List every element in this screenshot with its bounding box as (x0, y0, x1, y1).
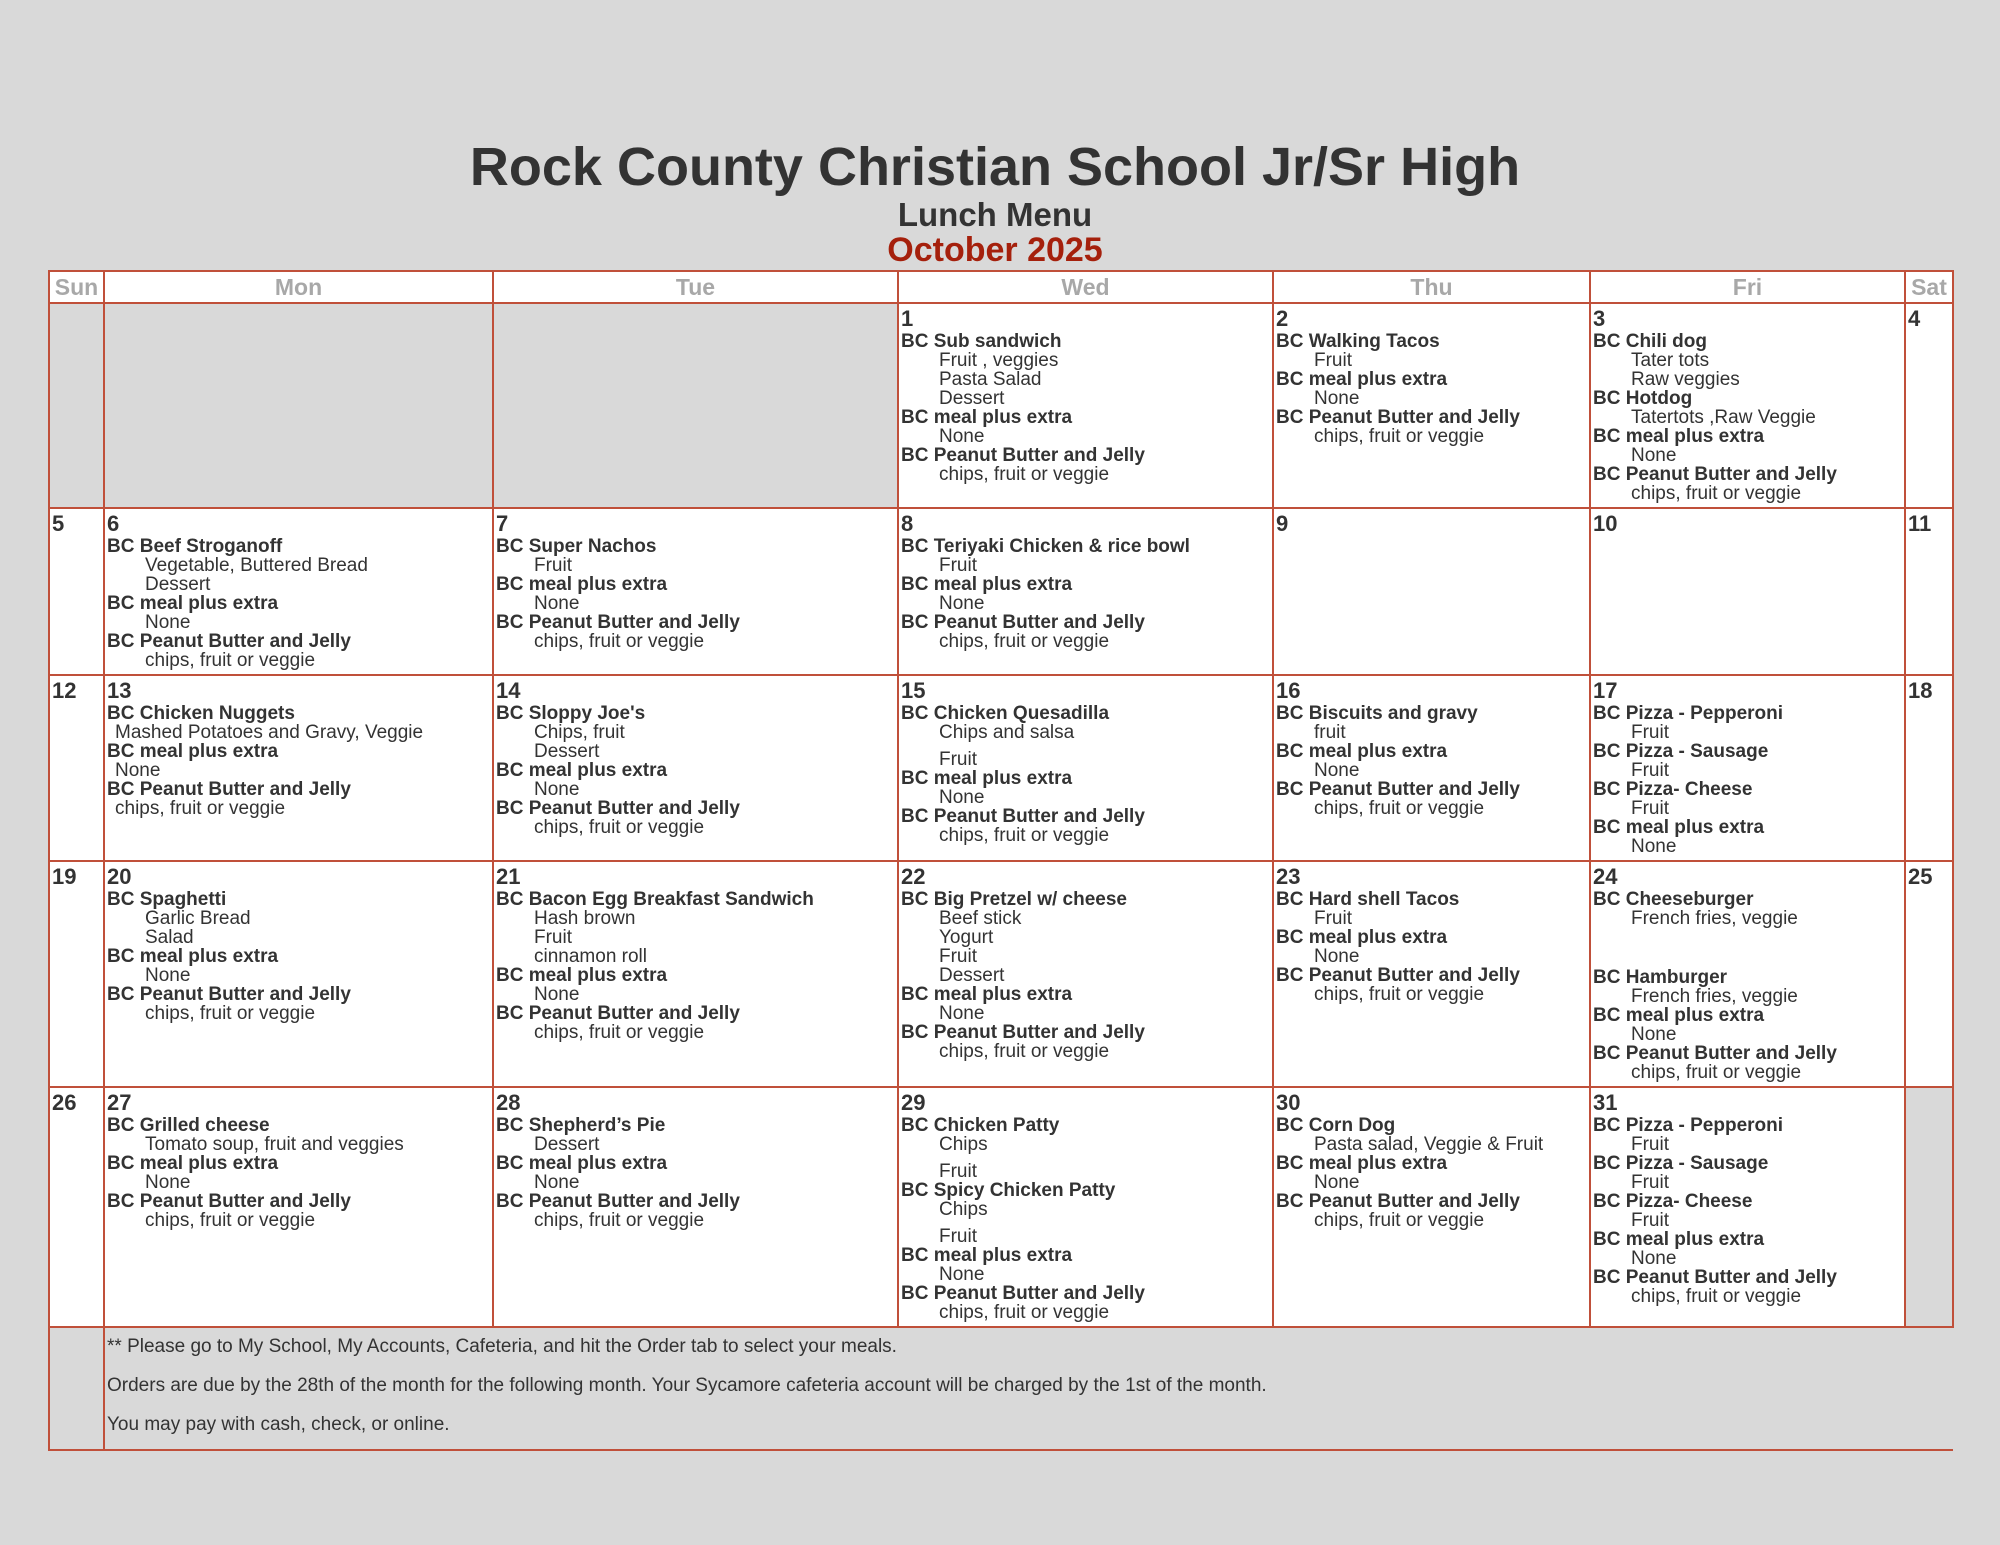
day-number: 21 (496, 864, 521, 889)
day-number: 2 (1276, 306, 1289, 331)
menu-item-title: BC Super Nachos (496, 536, 657, 557)
week-row (49, 675, 1953, 861)
day-cell-27 (104, 1087, 493, 1327)
menu-item-detail: Chips, fruit (534, 722, 625, 743)
day-number: 9 (1276, 511, 1289, 536)
day-number: 15 (901, 678, 926, 703)
menu-item-title: BC Bacon Egg Breakfast Sandwich (496, 889, 814, 910)
menu-item-title: BC Spaghetti (107, 889, 227, 910)
day-number: 25 (1908, 864, 1933, 889)
menu-item-detail: Dessert (534, 1134, 600, 1155)
menu-item-title: BC Chicken Patty (901, 1115, 1060, 1136)
day-cell-14 (493, 675, 898, 861)
menu-item-detail: Fruit (939, 555, 977, 576)
empty-day-cell (1905, 1087, 1953, 1327)
menu-item-detail: None (1631, 1248, 1677, 1269)
note-due-date: Orders are due by the 28th of the month for the following month. Your Sycamore cafeteria account will be charged by the 1st of the month. (107, 1375, 1267, 1396)
menu-item-title: BC Shepherd’s Pie (496, 1115, 666, 1136)
day-cell-10 (1590, 508, 1905, 675)
day-cell-29 (898, 1087, 1273, 1327)
menu-item-title: BC Grilled cheese (107, 1115, 270, 1136)
menu-item-title: BC Peanut Butter and Jelly (1593, 464, 1837, 485)
menu-item-detail: None (939, 1264, 985, 1285)
menu-item-title: BC Peanut Butter and Jelly (107, 1191, 351, 1212)
weekday-fri: Fri (1590, 271, 1905, 303)
weekday-wed: Wed (898, 271, 1273, 303)
day-cell-17 (1590, 675, 1905, 861)
day-number: 18 (1908, 678, 1933, 703)
menu-item-detail: None (1631, 1024, 1677, 1045)
menu-item-detail: None (534, 779, 580, 800)
menu-item-detail: Chips and salsa (939, 722, 1075, 743)
week-row (49, 861, 1953, 1087)
day-cell-20 (104, 861, 493, 1087)
menu-item-title: BC Peanut Butter and Jelly (901, 612, 1145, 633)
menu-item-detail: chips, fruit or veggie (1631, 1062, 1802, 1083)
menu-item-detail: None (1631, 445, 1677, 466)
menu-item-detail: None (939, 426, 985, 447)
day-cell-9 (1273, 508, 1590, 675)
menu-item-title: BC meal plus extra (901, 984, 1073, 1005)
menu-item-detail: Fruit (1631, 1134, 1669, 1155)
day-cell-4 (1905, 303, 1953, 508)
menu-item-title: BC Spicy Chicken Patty (901, 1180, 1116, 1201)
calendar (48, 270, 1954, 1451)
weekday-tue: Tue (493, 271, 898, 303)
menu-item-title: BC meal plus extra (1276, 369, 1448, 390)
menu-item-title: BC Pizza- Cheese (1593, 779, 1753, 800)
menu-item-title: BC Beef Stroganoff (107, 536, 283, 557)
menu-item-detail: Beef stick (939, 908, 1022, 929)
menu-item-detail: None (534, 593, 580, 614)
menu-item-title: BC Pizza - Sausage (1593, 741, 1769, 762)
school-title: Rock County Christian School Jr/Sr High (469, 137, 1521, 197)
menu-item-detail: None (1314, 946, 1360, 967)
menu-item-title: BC Peanut Butter and Jelly (496, 1191, 740, 1212)
menu-item-detail: Fruit (534, 927, 572, 948)
menu-item-title: BC Chili dog (1593, 331, 1707, 352)
menu-item-title: BC Hamburger (1593, 967, 1728, 988)
menu-item-title: BC Peanut Butter and Jelly (1593, 1267, 1837, 1288)
menu-item-detail: chips, fruit or veggie (939, 631, 1110, 652)
week-row (49, 303, 1953, 508)
menu-item-detail: Fruit (939, 1226, 977, 1247)
month-label: October 2025 (887, 231, 1103, 269)
menu-item-detail: chips, fruit or veggie (939, 825, 1110, 846)
menu-item-detail: chips, fruit or veggie (939, 1302, 1110, 1323)
menu-item-detail: chips, fruit or veggie (1314, 984, 1485, 1005)
menu-item-detail: Tomato soup, fruit and veggies (145, 1134, 404, 1155)
day-number: 19 (52, 864, 77, 889)
menu-item-title: BC meal plus extra (1276, 741, 1448, 762)
day-cell-1 (898, 303, 1273, 508)
day-cell-16 (1273, 675, 1590, 861)
week-row (49, 508, 1953, 675)
menu-item-title: BC meal plus extra (107, 593, 279, 614)
menu-item-spacer (1593, 944, 1902, 952)
menu-item-detail: Dessert (939, 965, 1005, 986)
menu-item-detail: None (145, 1172, 191, 1193)
menu-item-detail: Fruit (1631, 798, 1669, 819)
day-number: 29 (901, 1090, 926, 1115)
menu-item-title: BC Peanut Butter and Jelly (1276, 779, 1520, 800)
day-number: 4 (1908, 306, 1921, 331)
menu-item-title: BC Peanut Butter and Jelly (107, 779, 351, 800)
menu-item-detail: Fruit (1631, 722, 1669, 743)
menu-item-title: BC meal plus extra (1276, 927, 1448, 948)
day-cell-22 (898, 861, 1273, 1087)
day-cell-30 (1273, 1087, 1590, 1327)
menu-item-title: BC Peanut Butter and Jelly (901, 445, 1145, 466)
day-cell-24 (1590, 861, 1905, 1087)
menu-item-title: BC Teriyaki Chicken & rice bowl (901, 536, 1190, 557)
day-cell-13 (104, 675, 493, 861)
menu-item-detail: None (1314, 760, 1360, 781)
day-number: 27 (107, 1090, 132, 1115)
day-cell-6 (104, 508, 493, 675)
weekday-thu: Thu (1273, 271, 1590, 303)
menu-item-detail: Hash brown (534, 908, 636, 929)
menu-item-detail: Salad (145, 927, 194, 948)
day-number: 16 (1276, 678, 1301, 703)
menu-item-title: BC meal plus extra (107, 1153, 279, 1174)
empty-day-cell (104, 303, 493, 508)
menu-item-detail: Pasta Salad (939, 369, 1042, 390)
menu-item-title: BC Cheeseburger (1593, 889, 1754, 910)
day-number: 6 (107, 511, 120, 536)
menu-item-detail: None (939, 593, 985, 614)
menu-item-title: BC meal plus extra (1593, 1229, 1765, 1250)
menu-item-title: BC Pizza - Pepperoni (1593, 1115, 1784, 1136)
menu-item-detail: Fruit (1631, 1172, 1669, 1193)
menu-item-detail: Dessert (534, 741, 600, 762)
menu-item-title: BC Peanut Butter and Jelly (496, 1003, 740, 1024)
menu-item-title: BC Pizza- Cheese (1593, 1191, 1753, 1212)
day-cell-5 (49, 508, 104, 675)
menu-item-title: BC Chicken Quesadilla (901, 703, 1110, 724)
menu-item-title: BC Peanut Butter and Jelly (496, 612, 740, 633)
day-cell-18 (1905, 675, 1953, 861)
menu-item-title: BC meal plus extra (496, 1153, 668, 1174)
menu-item-detail: None (534, 1172, 580, 1193)
menu-item-detail: Chips (939, 1134, 988, 1155)
empty-day-cell (493, 303, 898, 508)
menu-item-title: BC meal plus extra (107, 946, 279, 967)
menu-item-detail: Tatertots ,Raw Veggie (1631, 407, 1816, 428)
menu-item-title: BC meal plus extra (1276, 1153, 1448, 1174)
menu-item-detail: Mashed Potatoes and Gravy, Veggie (115, 722, 424, 743)
day-number: 5 (52, 511, 65, 536)
day-cell-31 (1590, 1087, 1905, 1327)
menu-item-title: BC meal plus extra (1593, 817, 1765, 838)
menu-item-title: BC Peanut Butter and Jelly (1593, 1043, 1837, 1064)
menu-item-detail: Chips (939, 1199, 988, 1220)
menu-item-detail: Raw veggies (1631, 369, 1740, 390)
menu-item-detail: chips, fruit or veggie (1314, 1210, 1485, 1231)
note-payment: You may pay with cash, check, or online. (107, 1414, 450, 1435)
day-number: 31 (1593, 1090, 1618, 1115)
menu-item-title: BC Peanut Butter and Jelly (1276, 965, 1520, 986)
menu-item-detail: Fruit (1314, 908, 1352, 929)
day-cell-26 (49, 1087, 104, 1327)
day-cell-19 (49, 861, 104, 1087)
day-cell-8 (898, 508, 1273, 675)
menu-item-detail: chips, fruit or veggie (534, 1022, 705, 1043)
menu-item-detail: French fries, veggie (1631, 908, 1798, 929)
menu-item-detail: fruit (1314, 722, 1346, 743)
menu-item-detail: None (534, 984, 580, 1005)
menu-item-title: BC Pizza - Sausage (1593, 1153, 1769, 1174)
menu-item-title: BC Walking Tacos (1276, 331, 1440, 352)
menu-item-title: BC Peanut Butter and Jelly (1276, 407, 1520, 428)
menu-item-detail: None (1314, 1172, 1360, 1193)
day-number: 7 (496, 511, 509, 536)
menu-item-title: BC Pizza - Pepperoni (1593, 703, 1784, 724)
menu-item-title: BC meal plus extra (901, 574, 1073, 595)
day-cell-28 (493, 1087, 898, 1327)
day-number: 10 (1593, 511, 1618, 536)
menu-item-title: BC meal plus extra (901, 407, 1073, 428)
menu-item-title: BC Sloppy Joe's (496, 703, 646, 724)
menu-item-detail: Garlic Bread (145, 908, 251, 929)
menu-item-detail: cinnamon roll (534, 946, 647, 967)
day-number: 24 (1593, 864, 1618, 889)
menu-item-detail: chips, fruit or veggie (145, 1003, 316, 1024)
menu-item-detail: chips, fruit or veggie (534, 1210, 705, 1231)
menu-item-detail: chips, fruit or veggie (1314, 426, 1485, 447)
menu-item-detail: None (115, 760, 161, 781)
day-number: 8 (901, 511, 914, 536)
menu-item-title: BC Peanut Butter and Jelly (901, 1022, 1145, 1043)
menu-item-title: BC meal plus extra (496, 965, 668, 986)
menu-item-detail: chips, fruit or veggie (939, 464, 1110, 485)
menu-item-title: BC Peanut Butter and Jelly (1276, 1191, 1520, 1212)
menu-item-detail: chips, fruit or veggie (145, 1210, 316, 1231)
menu-item-title: BC meal plus extra (107, 741, 279, 762)
day-number: 11 (1908, 511, 1932, 536)
menu-item-title: BC meal plus extra (901, 768, 1073, 789)
menu-item-title: BC meal plus extra (1593, 426, 1765, 447)
menu-item-detail: None (145, 612, 191, 633)
day-number: 14 (496, 678, 521, 703)
menu-item-detail: Fruit (939, 946, 977, 967)
day-cell-3 (1590, 303, 1905, 508)
menu-item-title: BC Hotdog (1593, 388, 1693, 409)
menu-item-detail: Dessert (939, 388, 1005, 409)
menu-item-title: BC meal plus extra (901, 1245, 1073, 1266)
day-number: 22 (901, 864, 926, 889)
day-number: 23 (1276, 864, 1301, 889)
day-cell-23 (1273, 861, 1590, 1087)
weekday-header (49, 271, 1953, 303)
day-number: 20 (107, 864, 132, 889)
weekday-sun: Sun (49, 271, 104, 303)
notes-row (49, 1327, 1953, 1450)
menu-item-detail: chips, fruit or veggie (1314, 798, 1485, 819)
menu-item-title: BC Biscuits and gravy (1276, 703, 1478, 724)
menu-item-title: BC Corn Dog (1276, 1115, 1396, 1136)
menu-item-title: BC Hard shell Tacos (1276, 889, 1460, 910)
day-cell-21 (493, 861, 898, 1087)
menu-item-detail: None (1631, 836, 1677, 857)
menu-item-detail: Fruit (1631, 1210, 1669, 1231)
day-cell-12 (49, 675, 104, 861)
note-ordering: ** Please go to My School, My Accounts, Cafeteria, and hit the Order tab to select your meals. (107, 1336, 897, 1357)
day-cell-11 (1905, 508, 1953, 675)
day-cell-15 (898, 675, 1273, 861)
menu-item-detail: Fruit , veggies (939, 350, 1059, 371)
menu-item-detail: Fruit (939, 749, 977, 770)
menu-item-title: BC Sub sandwich (901, 331, 1062, 352)
menu-item-detail: None (939, 787, 985, 808)
menu-item-detail: chips, fruit or veggie (1631, 1286, 1802, 1307)
menu-item-detail: Fruit (1631, 760, 1669, 781)
day-cell-2 (1273, 303, 1590, 508)
menu-item-detail: Fruit (939, 1161, 977, 1182)
menu-item-detail: Tater tots (1631, 350, 1710, 371)
menu-item-spacer (1593, 936, 1902, 944)
menu-item-title: BC meal plus extra (1593, 1005, 1765, 1026)
day-number: 26 (52, 1090, 77, 1115)
menu-item-title: BC Peanut Butter and Jelly (107, 631, 351, 652)
menu-item-spacer (1593, 952, 1902, 960)
weekday-sat: Sat (1905, 271, 1953, 303)
week-row (49, 1087, 1953, 1327)
day-cell-7 (493, 508, 898, 675)
day-number: 12 (52, 678, 77, 703)
menu-item-detail: None (145, 965, 191, 986)
menu-item-detail: Dessert (145, 574, 211, 595)
weekday-mon: Mon (104, 271, 493, 303)
menu-item-detail: chips, fruit or veggie (1631, 483, 1802, 504)
day-cell-25 (1905, 861, 1953, 1087)
menu-item-detail: chips, fruit or veggie (534, 631, 705, 652)
empty-day-cell (49, 303, 104, 508)
menu-item-detail: Pasta salad, Veggie & Fruit (1314, 1134, 1544, 1155)
day-number: 28 (496, 1090, 521, 1115)
notes-section (105, 1328, 1953, 1449)
menu-item-detail: chips, fruit or veggie (115, 798, 286, 819)
menu-item-detail: chips, fruit or veggie (939, 1041, 1110, 1062)
menu-item-detail: chips, fruit or veggie (145, 650, 316, 671)
menu-item-detail: Fruit (534, 555, 572, 576)
menu-item-detail: None (1314, 388, 1360, 409)
menu-item-title: BC Peanut Butter and Jelly (496, 798, 740, 819)
day-number: 17 (1593, 678, 1618, 703)
menu-item-title: BC Big Pretzel w/ cheese (901, 889, 1127, 910)
menu-item-title: BC Peanut Butter and Jelly (901, 1283, 1145, 1304)
menu-item-detail: None (939, 1003, 985, 1024)
day-number: 1 (901, 306, 914, 331)
menu-item-title: BC Peanut Butter and Jelly (107, 984, 351, 1005)
menu-item-spacer (1593, 928, 1902, 936)
menu-item-detail: Vegetable, Buttered Bread (145, 555, 368, 576)
menu-item-detail: chips, fruit or veggie (534, 817, 705, 838)
notes-spacer-cell (49, 1327, 104, 1450)
menu-item-title: BC Peanut Butter and Jelly (901, 806, 1145, 827)
menu-item-title: BC Chicken Nuggets (107, 703, 295, 724)
menu-item-title: BC meal plus extra (496, 760, 668, 781)
notes-cell (104, 1327, 1953, 1450)
day-number: 3 (1593, 306, 1606, 331)
menu-item-detail: Yogurt (939, 927, 994, 948)
menu-item-detail: Fruit (1314, 350, 1352, 371)
day-number: 30 (1276, 1090, 1301, 1115)
day-number: 13 (107, 678, 132, 703)
menu-item-title: BC meal plus extra (496, 574, 668, 595)
menu-subtitle: Lunch Menu (897, 196, 1093, 233)
menu-item-detail: French fries, veggie (1631, 986, 1798, 1007)
